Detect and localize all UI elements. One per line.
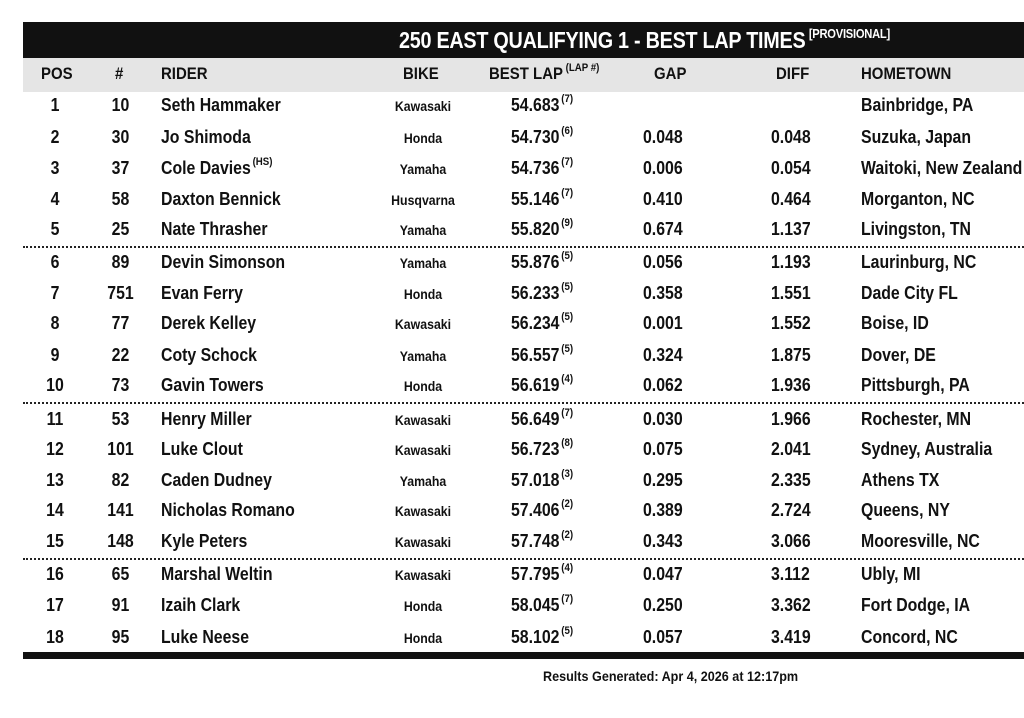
cell-best-lap — [511, 627, 573, 648]
table-row — [23, 249, 1024, 279]
cell-number: 30 — [111, 127, 130, 147]
cell-diff: 3.362 — [771, 595, 811, 615]
cell-pos: 4 — [50, 189, 60, 209]
best-lap-number: (7) — [561, 187, 574, 199]
cell-hometown: Pittsburgh, PA — [861, 375, 970, 395]
best-lap-number: (7) — [561, 93, 574, 105]
cell-gap: 0.062 — [643, 375, 683, 395]
group-divider — [23, 558, 1024, 560]
best-lap-time: 56.557 — [511, 345, 560, 365]
best-lap-time: 56.723 — [511, 439, 560, 459]
cell-gap: 0.343 — [643, 531, 683, 551]
best-lap-time: 56.649 — [511, 409, 560, 429]
cell-rider — [161, 595, 242, 616]
header-gap: GAP — [654, 64, 687, 83]
cell-pos: 18 — [46, 627, 64, 647]
cell-diff: 1.875 — [771, 345, 811, 365]
cell-bike: Yamaha — [399, 161, 447, 177]
cell-hometown: Suzuka, Japan — [861, 127, 972, 147]
cell-rider — [161, 500, 297, 521]
rider-name: Kyle Peters — [161, 531, 248, 551]
best-lap-number: (3) — [561, 468, 574, 480]
cell-hometown: Queens, NY — [861, 500, 950, 520]
cell-pos: 9 — [50, 345, 60, 365]
cell-bike: Yamaha — [399, 348, 447, 364]
cell-pos: 2 — [50, 127, 60, 147]
cell-number: 25 — [111, 219, 130, 239]
cell-bike: Yamaha — [399, 473, 447, 489]
cell-number: 22 — [111, 345, 130, 365]
best-lap-time: 56.234 — [511, 313, 560, 333]
cell-number: 53 — [111, 409, 130, 429]
best-lap-number: (4) — [561, 562, 574, 574]
cell-gap: 0.410 — [643, 189, 683, 209]
cell-diff: 0.054 — [771, 158, 811, 178]
header-number: # — [115, 64, 124, 83]
table-row — [23, 342, 1024, 372]
cell-diff: 0.464 — [771, 189, 811, 209]
cell-bike: Kawasaki — [394, 534, 452, 550]
rider-name: Caden Dudney — [161, 470, 272, 490]
rider-name: Daxton Bennick — [161, 189, 281, 209]
best-lap-time: 54.683 — [511, 95, 560, 115]
cell-number: 101 — [107, 439, 134, 459]
best-lap-time: 55.876 — [511, 252, 560, 272]
table-row — [23, 561, 1024, 591]
cell-bike: Honda — [403, 378, 443, 394]
cell-number: 89 — [111, 252, 130, 272]
best-lap-time: 57.018 — [511, 470, 560, 490]
cell-bike: Yamaha — [399, 255, 447, 271]
cell-best-lap — [511, 127, 573, 148]
best-lap-number: (4) — [561, 373, 574, 385]
cell-number: 751 — [107, 283, 134, 303]
cell-diff: 3.066 — [771, 531, 811, 551]
cell-hometown: Boise, ID — [861, 313, 929, 333]
best-lap-number: (7) — [561, 407, 574, 419]
cell-rider — [161, 470, 274, 491]
cell-pos: 6 — [50, 252, 60, 272]
cell-pos: 10 — [46, 375, 64, 395]
group-divider — [23, 246, 1024, 248]
table-row — [23, 372, 1024, 402]
rider-name: Jo Shimoda — [161, 127, 251, 147]
table-row — [23, 186, 1024, 216]
cell-best-lap — [511, 531, 573, 552]
header-lap-number: (LAP #) — [565, 62, 600, 74]
cell-hometown: Waitoki, New Zealand — [861, 158, 1023, 178]
cell-number: 95 — [111, 627, 130, 647]
cell-pos: 11 — [46, 409, 64, 429]
best-lap-number: (8) — [561, 437, 574, 449]
cell-number: 73 — [111, 375, 130, 395]
header-best-lap — [489, 64, 599, 84]
cell-rider — [161, 409, 253, 430]
cell-hometown: Rochester, MN — [861, 409, 972, 429]
cell-rider — [161, 375, 265, 396]
cell-pos: 12 — [46, 439, 64, 459]
best-lap-time: 58.102 — [511, 627, 560, 647]
rider-name: Marshal Weltin — [161, 564, 273, 584]
table-row — [23, 467, 1024, 497]
cell-gap: 0.048 — [643, 127, 683, 147]
table-row — [23, 497, 1024, 527]
best-lap-number: (5) — [561, 625, 574, 637]
cell-pos: 15 — [46, 531, 64, 551]
best-lap-number: (5) — [561, 343, 574, 355]
best-lap-number: (2) — [561, 498, 574, 510]
rider-name: Luke Neese — [161, 627, 250, 647]
best-lap-number: (2) — [561, 529, 574, 541]
cell-bike: Kawasaki — [394, 316, 452, 332]
cell-diff: 3.419 — [771, 627, 811, 647]
cell-best-lap — [511, 500, 573, 521]
best-lap-number: (7) — [561, 156, 574, 168]
cell-diff: 0.048 — [771, 127, 811, 147]
best-lap-time: 57.406 — [511, 500, 560, 520]
rider-name: Derek Kelley — [161, 313, 257, 333]
group-divider — [23, 402, 1024, 404]
best-lap-time: 56.233 — [511, 283, 560, 303]
best-lap-number: (7) — [561, 593, 574, 605]
header-bike: BIKE — [403, 64, 439, 83]
cell-best-lap — [511, 189, 573, 210]
cell-best-lap — [511, 439, 573, 460]
cell-gap: 0.006 — [643, 158, 683, 178]
cell-bike: Honda — [403, 130, 443, 146]
cell-hometown: Dade City FL — [861, 283, 958, 303]
cell-hometown: Athens TX — [861, 470, 940, 490]
cell-gap: 0.030 — [643, 409, 683, 429]
cell-bike: Kawasaki — [394, 442, 452, 458]
rider-name: Evan Ferry — [161, 283, 243, 303]
cell-best-lap — [511, 564, 573, 585]
cell-best-lap — [511, 409, 573, 430]
cell-rider — [161, 439, 245, 460]
best-lap-number: (5) — [561, 311, 574, 323]
best-lap-time: 54.730 — [511, 127, 560, 147]
cell-rider — [161, 127, 253, 148]
cell-gap: 0.358 — [643, 283, 683, 303]
table-row — [23, 92, 1024, 122]
best-lap-time: 57.795 — [511, 564, 560, 584]
cell-rider — [161, 564, 274, 585]
best-lap-time: 54.736 — [511, 158, 560, 178]
cell-pos: 5 — [50, 219, 60, 239]
header-best-lap-label: BEST LAP — [489, 64, 563, 83]
table-row — [23, 624, 1024, 654]
cell-best-lap — [511, 252, 573, 273]
cell-pos: 14 — [46, 500, 64, 520]
cell-hometown: Dover, DE — [861, 345, 936, 365]
cell-diff: 1.137 — [771, 219, 811, 239]
cell-hometown: Laurinburg, NC — [861, 252, 977, 272]
results-generated-footer: Results Generated: Apr 4, 2026 at 12:17pm — [543, 668, 799, 684]
rider-name: Nicholas Romano — [161, 500, 295, 520]
rider-name: Luke Clout — [161, 439, 243, 459]
best-lap-number: (5) — [561, 281, 574, 293]
cell-gap: 0.324 — [643, 345, 683, 365]
cell-pos: 1 — [50, 95, 60, 115]
cell-best-lap — [511, 345, 573, 366]
cell-best-lap — [511, 313, 573, 334]
cell-diff: 2.041 — [771, 439, 811, 459]
table-row — [23, 528, 1024, 558]
cell-pos: 7 — [50, 283, 60, 303]
header-pos: POS — [41, 64, 73, 83]
cell-hometown: Ubly, MI — [861, 564, 921, 584]
rider-name: Gavin Towers — [161, 375, 264, 395]
cell-rider — [161, 158, 272, 179]
cell-gap: 0.389 — [643, 500, 683, 520]
cell-best-lap — [511, 283, 573, 304]
cell-best-lap — [511, 375, 573, 396]
title-text: 250 EAST QUALIFYING 1 - BEST LAP TIMES — [399, 27, 806, 53]
provisional-tag: [PROVISIONAL] — [808, 26, 890, 41]
cell-rider — [161, 283, 245, 304]
rider-name: Henry Miller — [161, 409, 252, 429]
header-rider: RIDER — [161, 64, 208, 83]
header-hometown: HOMETOWN — [861, 64, 952, 83]
cell-bike: Honda — [403, 286, 443, 302]
cell-rider — [161, 627, 251, 648]
cell-gap: 0.001 — [643, 313, 683, 333]
rider-name: Devin Simonson — [161, 252, 286, 272]
cell-pos: 13 — [46, 470, 64, 490]
cell-number: 148 — [107, 531, 134, 551]
cell-hometown: Bainbridge, PA — [861, 95, 974, 115]
page-title — [399, 27, 890, 54]
best-lap-time: 55.146 — [511, 189, 560, 209]
rider-name: Seth Hammaker — [161, 95, 281, 115]
rider-name: Cole Davies — [161, 158, 251, 178]
best-lap-time: 57.748 — [511, 531, 560, 551]
cell-hometown: Mooresville, NC — [861, 531, 980, 551]
cell-diff: 2.335 — [771, 470, 811, 490]
cell-rider — [161, 189, 282, 210]
cell-rider — [161, 219, 269, 240]
cell-number: 91 — [111, 595, 130, 615]
cell-rider — [161, 345, 259, 366]
cell-hometown: Morganton, NC — [861, 189, 975, 209]
best-lap-number: (6) — [561, 125, 574, 137]
cell-gap: 0.056 — [643, 252, 683, 272]
cell-best-lap — [511, 595, 573, 616]
cell-diff: 3.112 — [771, 564, 810, 584]
cell-gap: 0.075 — [643, 439, 683, 459]
cell-diff: 1.936 — [771, 375, 811, 395]
cell-best-lap — [511, 158, 573, 179]
cell-number: 77 — [111, 313, 130, 333]
rider-name: Nate Thrasher — [161, 219, 268, 239]
cell-pos: 3 — [50, 158, 60, 178]
cell-number: 37 — [111, 158, 130, 178]
cell-rider — [161, 95, 283, 116]
cell-hometown: Livingston, TN — [861, 219, 971, 239]
table-row — [23, 406, 1024, 436]
cell-number: 10 — [111, 95, 130, 115]
cell-hometown: Fort Dodge, IA — [861, 595, 971, 615]
cell-gap: 0.047 — [643, 564, 683, 584]
best-lap-number: (9) — [561, 217, 574, 229]
rider-name: Coty Schock — [161, 345, 257, 365]
cell-diff: 2.724 — [771, 500, 811, 520]
cell-diff: 1.552 — [771, 313, 811, 333]
cell-pos: 8 — [50, 313, 60, 333]
column-header-row — [23, 58, 1024, 92]
cell-number: 82 — [111, 470, 130, 490]
best-lap-time: 58.045 — [511, 595, 560, 615]
table-row — [23, 216, 1024, 246]
cell-rider — [161, 313, 258, 334]
cell-hometown: Sydney, Australia — [861, 439, 993, 459]
rider-tag: (HS) — [252, 156, 273, 168]
table-row — [23, 155, 1024, 185]
cell-best-lap — [511, 219, 573, 240]
cell-rider — [161, 531, 249, 552]
cell-bike: Husqvarna — [391, 192, 455, 208]
cell-diff: 1.966 — [771, 409, 811, 429]
table-row — [23, 124, 1024, 154]
cell-number: 58 — [111, 189, 130, 209]
cell-diff: 1.551 — [771, 283, 811, 303]
cell-best-lap — [511, 470, 573, 491]
cell-rider — [161, 252, 287, 273]
cell-bike: Kawasaki — [394, 412, 452, 428]
best-lap-number: (5) — [561, 250, 574, 262]
cell-diff: 1.193 — [771, 252, 811, 272]
table-row — [23, 436, 1024, 466]
best-lap-time: 55.820 — [511, 219, 560, 239]
title-bar — [23, 22, 1024, 58]
cell-hometown: Concord, NC — [861, 627, 958, 647]
cell-best-lap — [511, 95, 573, 116]
bottom-bar — [23, 652, 1024, 659]
cell-number: 65 — [111, 564, 130, 584]
header-diff: DIFF — [776, 64, 810, 83]
cell-bike: Honda — [403, 598, 443, 614]
best-lap-time: 56.619 — [511, 375, 560, 395]
table-row — [23, 310, 1024, 340]
cell-gap: 0.295 — [643, 470, 683, 490]
rider-name: Izaih Clark — [161, 595, 241, 615]
cell-bike: Kawasaki — [394, 98, 452, 114]
cell-gap: 0.250 — [643, 595, 683, 615]
table-row — [23, 592, 1024, 622]
cell-pos: 16 — [46, 564, 64, 584]
cell-bike: Yamaha — [399, 222, 447, 238]
cell-number: 141 — [107, 500, 134, 520]
cell-bike: Honda — [403, 630, 443, 646]
cell-bike: Kawasaki — [394, 567, 452, 583]
cell-pos: 17 — [46, 595, 64, 615]
cell-gap: 0.057 — [643, 627, 683, 647]
cell-bike: Kawasaki — [394, 503, 452, 519]
table-row — [23, 280, 1024, 310]
cell-gap: 0.674 — [643, 219, 683, 239]
